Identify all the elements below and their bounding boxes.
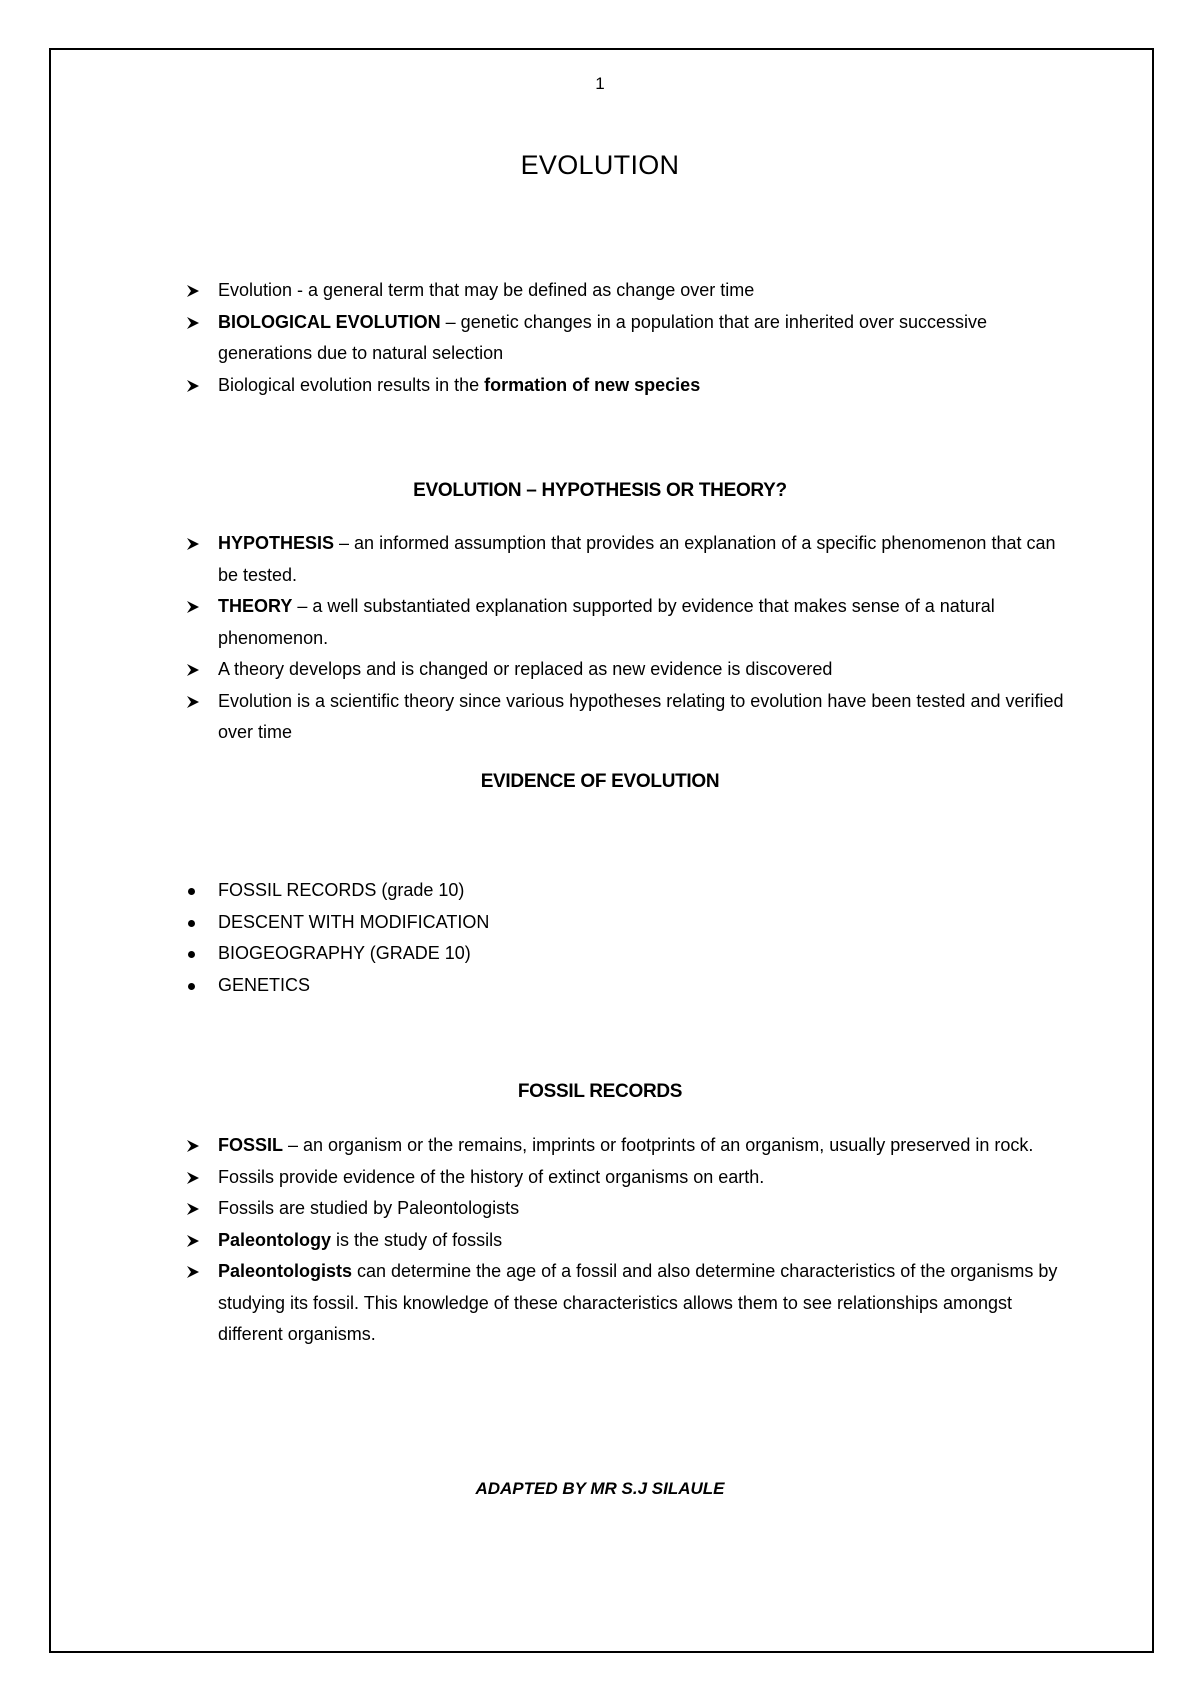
arrow-bullet-icon bbox=[186, 316, 200, 330]
item-text: can determine the age of a fossil and also determine characteristics of the organisms by studying its fossil. This knowledge of these characteristics allows them to see relationships amongst different organisms. bbox=[218, 1261, 1058, 1344]
item-term: BIOLOGICAL EVOLUTION bbox=[218, 311, 441, 332]
arrow-bullet-icon bbox=[186, 600, 200, 614]
item-text: – a well substantiated explanation supported by evidence that makes sense of a natural phenomenon. bbox=[218, 596, 995, 648]
item-text: Biological evolution results in the bbox=[218, 374, 485, 395]
fossil-list bbox=[186, 1130, 1066, 1351]
list-item bbox=[186, 907, 1066, 939]
arrow-bullet-icon bbox=[186, 663, 200, 677]
item-text: Fossils are studied by Paleontologists bbox=[218, 1198, 520, 1218]
arrow-bullet-icon bbox=[186, 284, 200, 298]
list-item bbox=[186, 591, 1066, 654]
item-text: A theory develops and is changed or replaced as new evidence is discovered bbox=[218, 659, 833, 679]
section-heading-hypothesis: EVOLUTION – HYPOTHESIS OR THEORY? bbox=[413, 480, 787, 501]
list-item bbox=[186, 654, 1066, 686]
arrow-bullet-icon bbox=[186, 537, 200, 551]
footer-credit: ADAPTED BY MR S.J SILAULE bbox=[475, 1479, 725, 1498]
intro-list bbox=[186, 275, 1066, 401]
arrow-bullet-icon bbox=[186, 1202, 200, 1216]
round-bullet-icon bbox=[188, 951, 195, 958]
item-term: FOSSIL bbox=[218, 1135, 284, 1155]
item-term: THEORY bbox=[218, 596, 293, 616]
round-bullet-icon bbox=[188, 983, 195, 990]
list-item bbox=[186, 1225, 1066, 1257]
list-item bbox=[186, 686, 1066, 749]
round-bullet-icon bbox=[188, 888, 195, 895]
list-item bbox=[186, 1130, 1066, 1162]
item-text: – an informed assumption that provides an explanation of a specific phenomenon that can be tested. bbox=[218, 533, 1056, 585]
item-text: Fossils provide evidence of the history of extinct organisms on earth. bbox=[218, 1166, 765, 1187]
list-item bbox=[186, 370, 1066, 402]
evidence-list bbox=[186, 875, 1066, 1001]
item-text: – an organism or the remains, imprints or footprints of an organism, usually preserved in rock. bbox=[283, 1135, 1034, 1155]
list-item bbox=[186, 528, 1066, 591]
list-item bbox=[186, 307, 1066, 370]
item-text: Evolution - a general term that may be defined as change over time bbox=[218, 280, 755, 300]
arrow-bullet-icon bbox=[186, 1265, 200, 1279]
arrow-bullet-icon bbox=[186, 1234, 200, 1248]
list-item bbox=[186, 970, 1066, 1002]
list-item bbox=[186, 875, 1066, 907]
item-text: GENETICS bbox=[218, 974, 311, 995]
item-text: Evolution is a scientific theory since various hypotheses relating to evolution have been tested and verified over time bbox=[218, 690, 1064, 742]
item-term: HYPOTHESIS bbox=[218, 533, 335, 553]
page-title: EVOLUTION bbox=[520, 150, 680, 180]
item-text: is the study of fossils bbox=[331, 1229, 503, 1250]
item-text: – genetic changes in a population that are inherited over successive generations due to natural selection bbox=[218, 311, 988, 363]
hypothesis-list bbox=[186, 528, 1066, 749]
round-bullet-icon bbox=[188, 920, 195, 927]
list-item bbox=[186, 1162, 1066, 1194]
section-heading-evidence: EVIDENCE OF EVOLUTION bbox=[480, 771, 720, 792]
page-number: 1 bbox=[595, 74, 605, 93]
item-term: formation of new species bbox=[484, 374, 701, 395]
section-heading-fossil: FOSSIL RECORDS bbox=[517, 1081, 683, 1102]
item-text: BIOGEOGRAPHY (GRADE 10) bbox=[218, 943, 471, 963]
list-item bbox=[186, 938, 1066, 970]
list-item bbox=[186, 1193, 1066, 1225]
item-text: DESCENT WITH MODIFICATION bbox=[218, 911, 490, 932]
item-text: FOSSIL RECORDS (grade 10) bbox=[218, 880, 465, 900]
arrow-bullet-icon bbox=[186, 1139, 200, 1153]
arrow-bullet-icon bbox=[186, 379, 200, 393]
arrow-bullet-icon bbox=[186, 695, 200, 709]
list-item bbox=[186, 1256, 1066, 1351]
item-term: Paleontologists bbox=[218, 1261, 353, 1281]
item-term: Paleontology bbox=[218, 1229, 332, 1250]
list-item bbox=[186, 275, 1066, 307]
arrow-bullet-icon bbox=[186, 1171, 200, 1185]
